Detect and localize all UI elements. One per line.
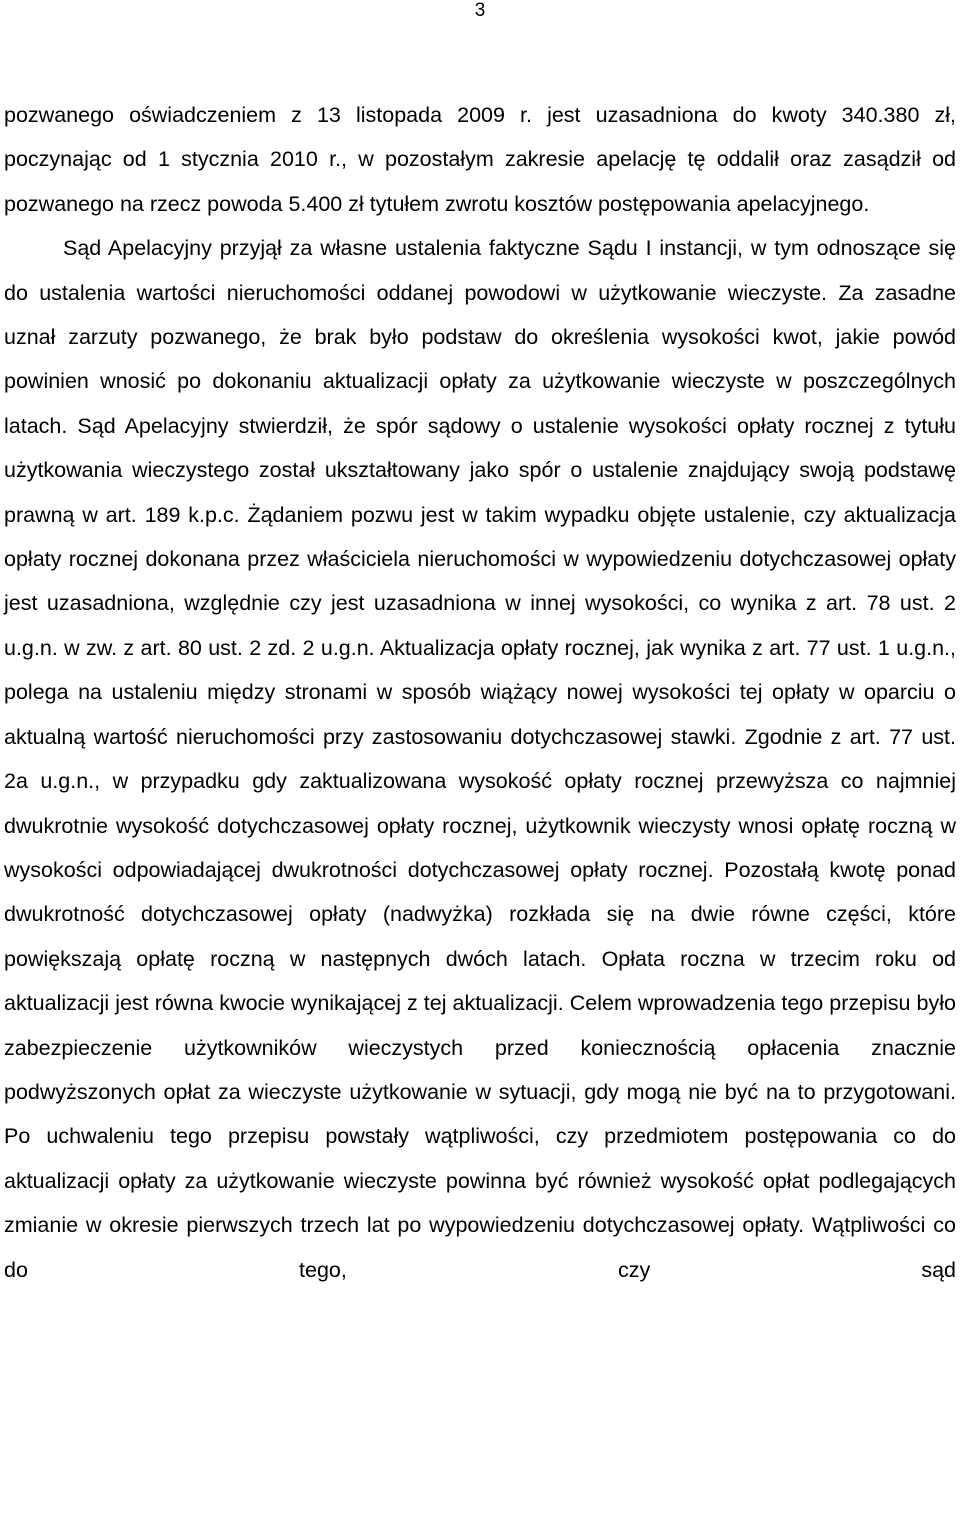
page-number: 3 <box>474 0 486 21</box>
paragraph-intro: pozwanego oświadczeniem z 13 listopada 2009 r. jest uzasadniona do kwoty 340.380 zł, poczynając od 1 stycznia 2010 r., w pozostałym zakresie apelację tę oddalił oraz zasądził od pozwanego na rzecz powoda 5.400 zł tytułem zwrotu kosztów postępowania apelacyjnego. <box>4 103 956 216</box>
paragraph-main: Sąd Apelacyjny przyjął za własne ustalenia faktyczne Sądu I instancji, w tym odnoszące się do ustalenia wartości nieruchomości oddanej powodowi w użytkowanie wieczyste. Za zasadne uznał zarzuty pozwanego, że brak było podstaw do określenia wysokości kwot, jakie powód powinien wnosić po dokonaniu aktualizacji opłaty za użytkowanie wieczyste w poszczególnych latach. Sąd Apelacyjny stwierdził, że spór sądowy o ustalenie wysokości opłaty rocznej z tytułu użytkowania wieczystego został ukształtowany jako spór o ustalenie znajdujący swoją podstawę prawną w art. 189 k.p.c. Żądaniem pozwu jest w takim wypadku objęte ustalenie, czy aktualizacja opłaty rocznej dokonana przez właściciela nieruchomości w wypowiedzeniu dotychczasowej opłaty jest uzasadniona, względnie czy jest uzasadniona w innej wysokości, co wynika z art. 78 ust. 2 u.g.n. w zw. z art. 80 ust. 2 zd. 2 u.g.n. Aktualizacja opłaty rocznej, jak wynika z art. 77 ust. 1 u.g.n., polega na ustaleniu między stronami w sposób wiążący nowej wysokości tej opłaty w oparciu o aktualną wartość nieruchomości przy zastosowaniu dotychczasowej stawki. Zgodnie z art. 77 ust. 2a u.g.n., w przypadku gdy zaktualizowana wysokość opłaty rocznej przewyższa co najmniej dwukrotnie wysokość dotychczasowej opłaty rocznej, użytkownik wieczysty wnosi opłatę roczną w wysokości odpowiadającej dwukrotności dotychczasowej opłaty rocznej. Pozostałą kwotę ponad dwukrotność dotychczasowej opłaty (nadwyżka) rozkłada się na dwie równe części, które powiększają opłatę roczną w następnych dwóch latach. Opłata roczna w trzecim roku od aktualizacji jest równa kwocie wynikającej z tej aktualizacji. Celem wprowadzenia tego przepisu było zabezpieczenie użytkowników wieczystych przed koniecznością opłacenia znacznie podwyższonych opłat za wieczyste użytkowanie w sytuacji, gdy mogą nie być na to przygotowani. Po uchwaleniu tego przepisu powstały wątpliwości, czy przedmiotem postępowania co do aktualizacji opłaty za użytkowanie wieczyste powinna być również wysokość opłat podlegających zmianie w okresie pierwszych trzech lat po wypowiedzeniu dotychczasowej opłaty. Wątpliwości co do tego, czy sąd <box>4 236 956 1282</box>
document-body <box>4 93 956 1292</box>
